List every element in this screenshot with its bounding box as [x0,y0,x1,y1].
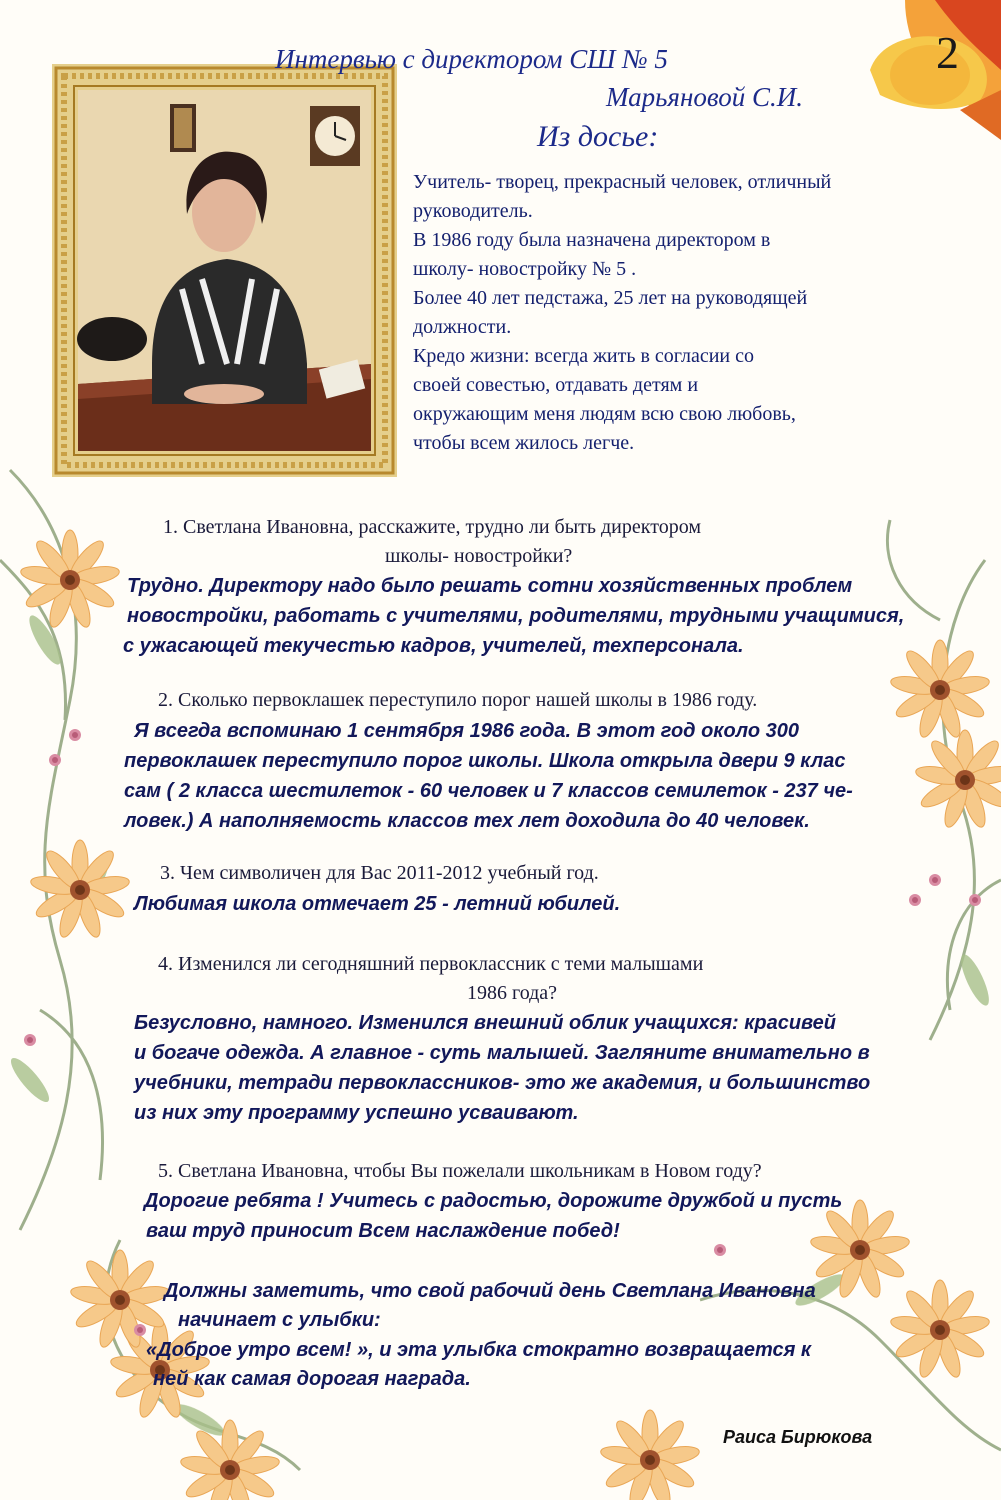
closing-line: «Доброе утро всем! », и эта улыбка стократно возвращается к [146,1339,812,1361]
bio-line: окружающим меня людям всю свою любовь, [413,403,796,425]
answer-4-line: из них эту программу успешно усваивают. [134,1102,579,1124]
bio-line: Учитель- творец, прекрасный человек, отличный [413,171,832,193]
closing-line: начинает с улыбки: [178,1309,381,1331]
answer-5-line: ваш труд приносит Всем наслаждение побед! [146,1220,620,1242]
director-photo [52,64,397,477]
answer-2-line: Я всегда вспоминаю 1 сентября 1986 года. В этот год около 300 [134,720,799,742]
bio-line: школу- новостройку № 5 . [413,258,637,280]
bio-block [413,168,953,458]
question-3: 3. Чем символичен для Вас 2011-2012 учебный год. [160,862,599,884]
title-line-1: Интервью с директором СШ № 5 [275,44,668,74]
closing-line: Должны заметить, что свой рабочий день Светлана Ивановна [164,1280,816,1302]
bio-line: руководитель. [413,200,533,222]
answer-4-line: и богаче одежда. А главное - суть малышей. Загляните внимательно в [134,1042,870,1064]
bio-line: Кредо жизни: всегда жить в согласии со [413,345,755,367]
answer-1-line: новостройки, работать с учителями, родителями, трудными учащимися, [127,605,905,627]
question-1-cont: школы- новостройки? [385,545,573,567]
answer-1-line: Трудно. Директору надо было решать сотни хозяйственных проблем [127,575,853,597]
bio-line: чтобы всем жилось легче. [413,432,635,454]
answer-3-line: Любимая школа отмечает 25 - летний юбилей. [134,893,621,915]
answer-2-line: ловек.) А наполняемость классов тех лет доходила до 40 человек. [124,810,810,832]
question-1: 1. Светлана Ивановна, расскажите, трудно ли быть директором [163,516,701,538]
page-number: 2 [936,27,959,78]
question-5: 5. Светлана Ивановна, чтобы Вы пожелали школьникам в Новом году? [158,1160,762,1182]
answer-1-line: с ужасающей текучестью кадров, учителей, техперсонала. [123,635,744,657]
answer-2-line: сам ( 2 класса шестилеток - 60 человек и 7 классов семилеток - 237 че- [124,780,853,802]
bio-line: должности. [413,316,512,338]
question-2: 2. Сколько первоклашек переступило порог нашей школы в 1986 году. [158,689,758,711]
answer-4-line: учебники, тетради первоклассников- это же академия, и большинство [134,1072,871,1094]
closing-line: ней как самая дорогая награда. [153,1368,471,1390]
title-line-2: Марьяновой С.И. [606,82,803,112]
question-4: 4. Изменился ли сегодняшний первоклассник с теми малышами [158,953,704,975]
answer-4-line: Безусловно, намного. Изменился внешний облик учащихся: красивей [134,1012,836,1034]
signature: Раиса Бирюкова [723,1427,873,1447]
bio-line: Более 40 лет педстажа, 25 лет на руководящей [413,287,808,309]
dossier-heading: Из досье: [537,120,659,153]
answer-2-line: первоклашек переступило порог школы. Школа открыла двери 9 клас [124,750,846,772]
bio-line: В 1986 году была назначена директором в [413,229,771,251]
bio-line: своей совестью, отдавать детям и [413,374,699,396]
question-4-cont: 1986 года? [467,982,558,1004]
answer-5-line: Дорогие ребята ! Учитесь с радостью, дорожите дружбой и пусть [144,1190,843,1212]
